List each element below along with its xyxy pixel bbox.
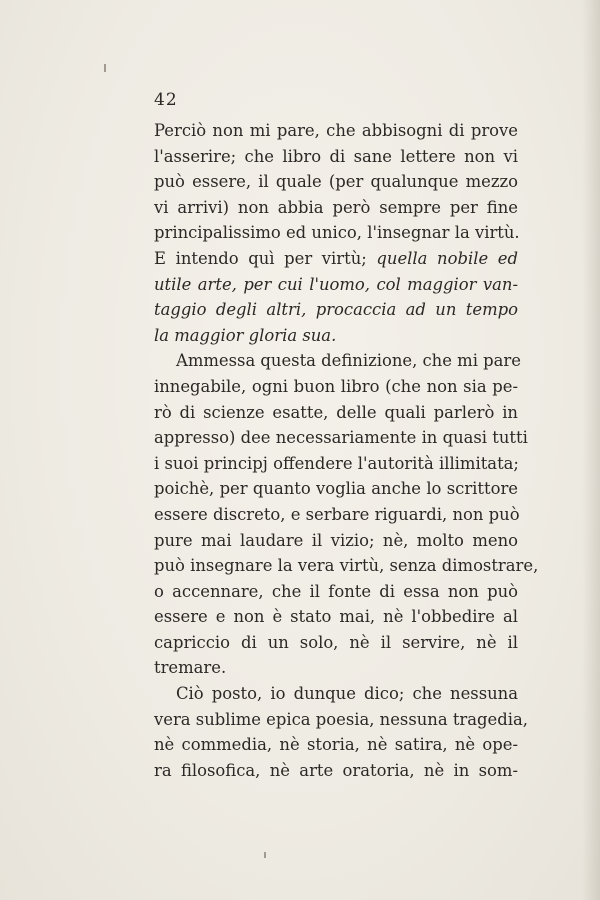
- text-line-content: Ammessa questa definizione, che mi pare: [176, 351, 521, 371]
- text-line-content: vera sublime epica poesia, nessuna tragedia,: [154, 709, 528, 729]
- page-edge-shadow: [582, 0, 600, 900]
- text-line: [154, 220, 518, 246]
- text-line: [154, 348, 521, 374]
- text-line-content: vi arrivi) non abbia però sempre per fine: [154, 197, 518, 217]
- text-line: [154, 502, 518, 528]
- text-line-content: poichè, per quanto voglia anche lo scrittore: [154, 479, 518, 499]
- text-line-content: la maggior gloria sua.: [154, 325, 337, 345]
- text-line-content: Ciò posto, io dunque dico; che nessuna: [176, 684, 518, 704]
- text-line: [154, 272, 518, 298]
- text-line-content: taggio degli altri, procaccia ad un tempo: [154, 300, 518, 320]
- text-line: [154, 553, 539, 579]
- text-line-content: tremare.: [154, 658, 227, 678]
- text-line: [154, 400, 518, 426]
- text-line: [154, 681, 518, 707]
- text-line: [154, 579, 518, 605]
- text-line: [154, 528, 518, 554]
- paper-speck: [264, 852, 266, 858]
- text-line-content: pure mai laudare il vizio; nè, molto meno: [154, 530, 518, 550]
- text-line-content: o accennare, che il fonte di essa non può: [154, 581, 518, 601]
- paper-speck: [104, 64, 106, 72]
- text-line-italic: quella nobile ed: [366, 248, 518, 268]
- text-line-content: utile arte, per cui l'uomo, col maggior van-: [154, 274, 518, 294]
- text-line: [154, 707, 528, 733]
- text-line-content: capriccio di un solo, nè il servire, nè il: [154, 632, 518, 652]
- text-line-content: può insegnare la vera virtù, senza dimostrare,: [154, 556, 539, 576]
- text-line-content: l'asserire; che libro di sane lettere non vi: [154, 146, 518, 166]
- text-line: [154, 118, 518, 144]
- text-line-content: nè commedia, nè storia, nè satira, nè ope-: [154, 735, 518, 755]
- text-line-content: essere e non è stato mai, nè l'obbedire al: [154, 607, 518, 627]
- text-line: [154, 655, 518, 681]
- text-line: [154, 732, 518, 758]
- text-line-content: innegabile, ogni buon libro (che non sia pe-: [154, 376, 518, 396]
- text-line: [154, 195, 518, 221]
- text-line-content: Perciò non mi pare, che abbisogni di prove: [154, 121, 518, 140]
- text-line: [154, 144, 518, 170]
- text-line-content: essere discreto, e serbare riguardi, non può: [154, 504, 520, 524]
- text-line-content: può essere, il quale (per qualunque mezzo: [154, 172, 518, 192]
- text-line: [154, 451, 518, 477]
- text-line: [154, 476, 518, 502]
- text-line-content: i suoi principj offendere l'autorità illimitata;: [154, 453, 519, 473]
- page-number: 42: [154, 90, 178, 110]
- text-line-content: appresso) dee necessariamente in quasi tutti: [154, 428, 528, 448]
- text-line-content: rò di scienze esatte, delle quali parlerò in: [154, 402, 518, 422]
- text-line: [154, 425, 528, 451]
- text-line-content: principalissimo ed unico, l'insegnar la virtù.: [154, 223, 520, 243]
- text-line: [154, 374, 518, 400]
- text-line: [154, 758, 518, 784]
- body-text: [154, 118, 539, 783]
- text-line-content: ra filosofica, nè arte oratoria, nè in som-: [154, 760, 518, 780]
- text-line: [154, 323, 518, 349]
- text-line: [154, 169, 518, 195]
- text-line: [154, 604, 518, 630]
- text-line: [154, 297, 518, 323]
- text-line-content: E intendo quì per virtù;: [154, 248, 367, 268]
- text-line: [154, 246, 518, 272]
- text-line: [154, 630, 518, 656]
